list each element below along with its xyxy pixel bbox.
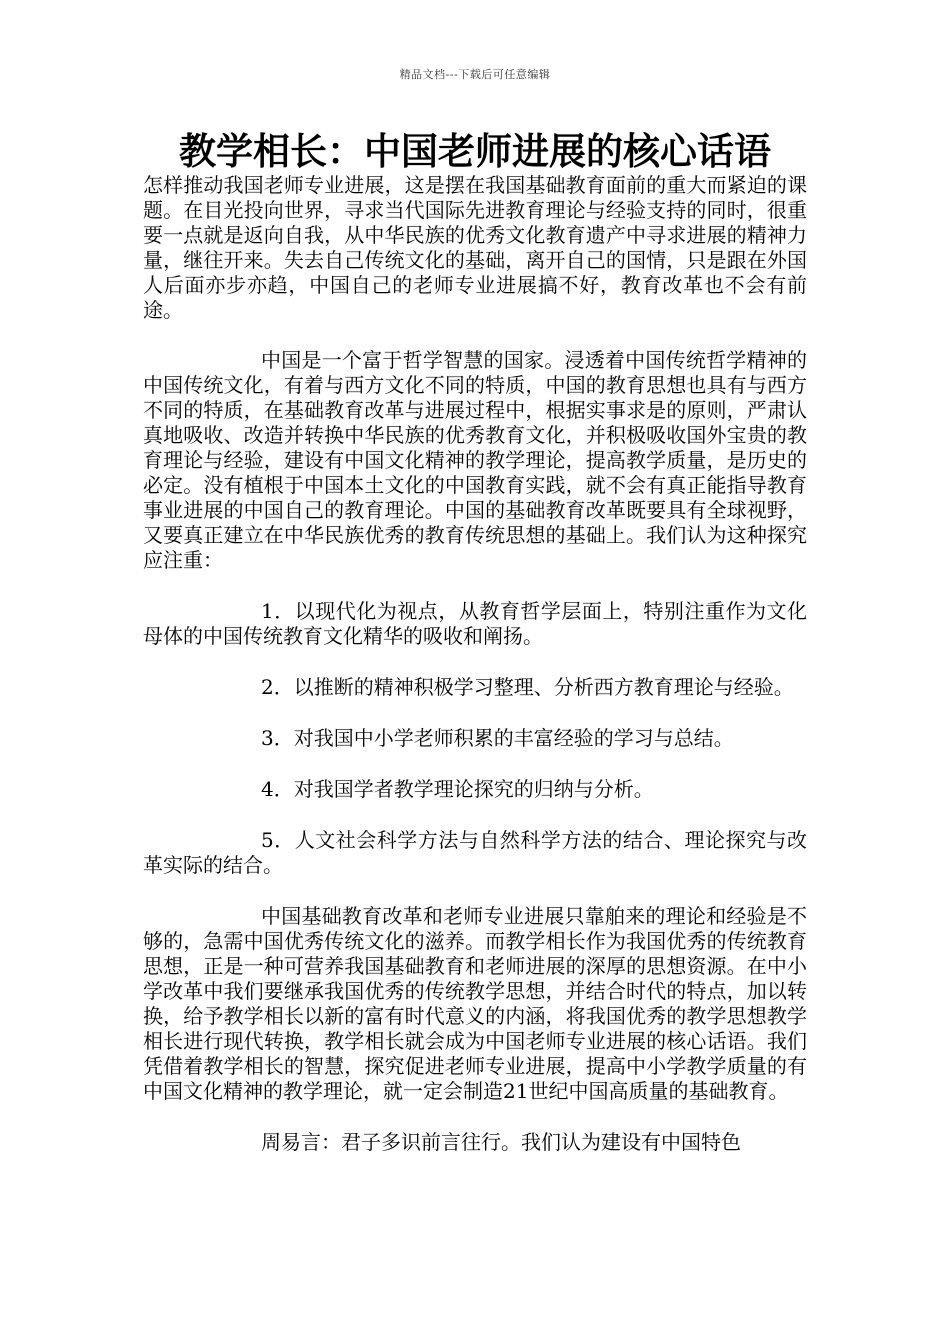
- list-item-4: 4．对我国学者教学理论探究的归纳与分析。: [261, 777, 654, 801]
- document-body: [143, 173, 807, 1181]
- list-item-3: 3．对我国中小学老师积累的丰富经验的学习与总结。: [261, 726, 734, 750]
- document-title: 教学相长：中国老师进展的核心话语: [179, 129, 771, 173]
- list-item-1: 1．以现代化为视点，从教育哲学层面上，特别注重作为文化母体的中国传统教育文化精华的吸收和阐扬。: [143, 599, 807, 648]
- paragraph-core-discourse: 中国基础教育改革和老师专业进展只靠舶来的理论和经验是不够的，急需中国优秀传统文化的滋养。而教学相长作为我国优秀的传统教育思想，正是一种可营养我国基础教育和老师进展的深厚的思想资源。在中小学改革中我们要继承我国优秀的传统教学思想，并结合时代的特点，加以转换，给予教学相长以新的富有时代意义的内涵，将我国优秀的教学思想教学相长进行现代转换，教学相长就会成为中国老师专业进展的核心话语。我们凭借着教学相长的智慧，探究促进老师专业进展，提高中小学教学质量的有中国文化精神的教学理论，就一定会制造21世纪中国高质量的基础教育。: [143, 904, 807, 1103]
- list-item-5: 5．人文社会科学方法与自然科学方法的结合、理论探究与改革实际的结合。: [143, 828, 807, 877]
- paragraph-zhouyi: 周易言：君子多识前言往行。我们认为建设有中国特色: [261, 1130, 741, 1154]
- list-item-2: 2．以推断的精神积极学习整理、分析西方教育理论与经验。: [261, 675, 794, 699]
- paragraph-philosophy: 中国是一个富于哲学智慧的国家。浸透着中国传统哲学精神的中国传统文化，有着与西方文化不同的特质，中国的教育思想也具有与西方不同的特质，在基础教育改革与进展过程中，根据实事求是的原则，严肃认真地吸收、改造并转换中华民族的优秀教育文化，并积极吸收国外宝贵的教育理论与经验，建设有中国文化精神的教学理论，提高教学质量，是历史的必定。没有植根于中国本土文化的中国教育实践，就不会有真正能指导教育事业进展的中国自己的教育理论。中国的基础教育改革既要具有全球视野，又要真正建立在中华民族优秀的教育传统思想的基础上。我们认为这种探究应注重：: [143, 348, 807, 572]
- paragraph-intro: 怎样推动我国老师专业进展，这是摆在我国基础教育面前的重大而紧迫的课题。在目光投向世界，寻求当代国际先进教育理论与经验支持的同时，很重要一点就是返向自我，从中华民族的优秀文化教育遗产中寻求进展的精神力量，继往开来。失去自己传统文化的基础，离开自己的国情，只是跟在外国人后面亦步亦趋，中国自己的老师专业进展搞不好，教育改革也不会有前途。: [143, 173, 807, 322]
- page-header-note: 精品文档---下载后可任意编辑: [399, 68, 551, 81]
